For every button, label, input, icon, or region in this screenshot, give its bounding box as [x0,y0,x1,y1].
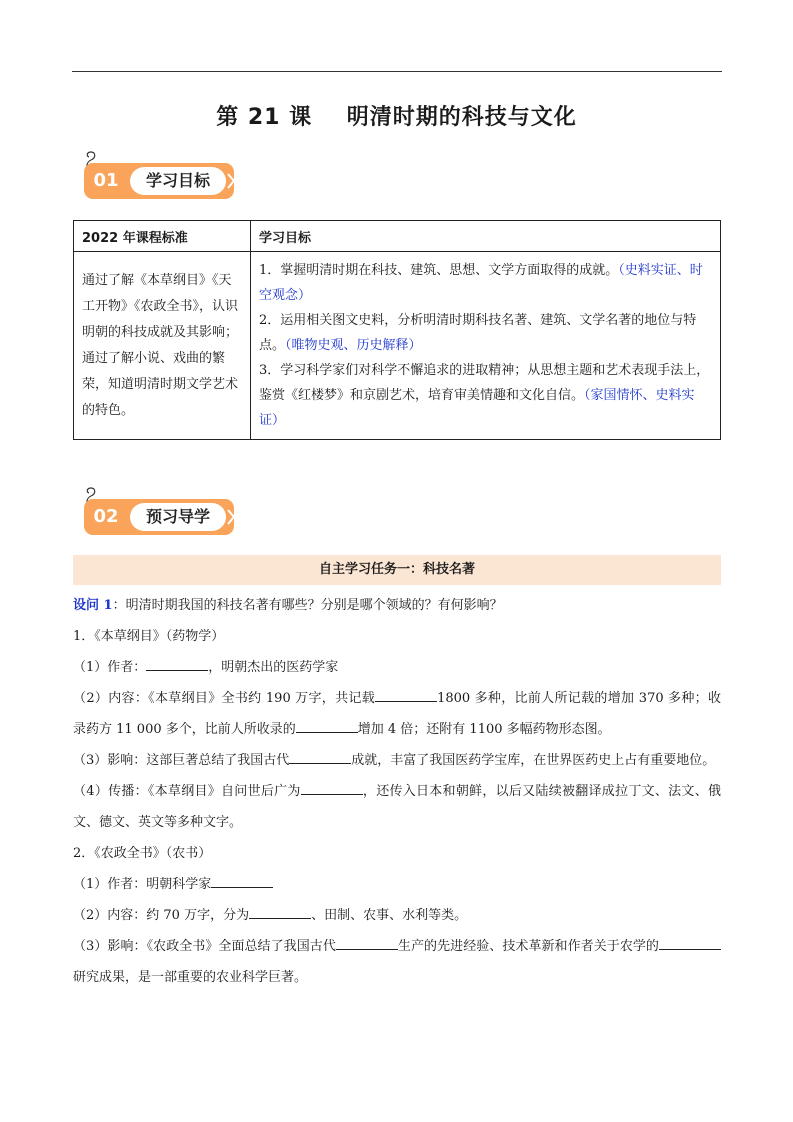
page-title: 第 21 课 明清时期的科技与文化 [216,105,577,130]
fill-blank[interactable] [296,718,358,733]
header-rule [72,71,722,72]
goals-table [73,220,721,440]
badge-number: 01 [93,170,119,191]
book2-impact: （3）影响：《农政全书》全面总结了我国古代 生产的先进经验、技术革新和作者关于农学的研究成果，是一部重要的农业科学巨著。 [73,931,721,993]
book2-heading: 2．《农政全书》（农书） [73,846,212,861]
fill-blank[interactable] [301,780,363,795]
book2-author: （1）作者：明朝科学家 [73,869,721,900]
fill-blank[interactable] [146,656,208,671]
book1-heading: 1．《本草纲目》（药物学） [73,629,225,644]
badge-label: 预习导学 [130,503,226,531]
section-badge-preview [78,486,258,546]
goal-item-1: 1．掌握明清时期在科技、建筑、思想、文学方面取得的成就。（史料实证、时空观念） [259,263,703,303]
table-row [74,252,721,440]
fill-blank[interactable] [375,687,437,702]
section-badge-goals [78,150,258,210]
badge-number: 02 [93,506,119,527]
badge-label: 学习目标 [130,167,226,195]
table-header-row [74,221,721,252]
book1-impact: （3）影响：这部巨著总结了我国古代 成就，丰富了我国医药学宝库，在世界医药史上占有重要地位。 [73,745,721,776]
question-label: 设问 1 [73,598,113,613]
goal-tag: （唯物史观、历史解释） [285,338,422,353]
book1-spread: （4）传播：《本草纲目》自问世后广为 ，还传入日本和朝鲜，以后又陆续被翻译成拉丁文、法文、俄文、德文、英文等多种文字。 [73,776,721,838]
fill-blank[interactable] [249,904,311,919]
goal-item-2: 2．运用相关图文史料，分析明清时期科技名著、建筑、文学名著的地位与特点。（唯物史观、历史解释） [259,313,697,353]
stripe-icon [226,172,236,190]
stripe-icon [226,508,236,526]
fill-blank[interactable] [659,935,721,950]
goal-tag: （史料实证、时空观念） [259,263,703,303]
standard-cell: 通过了解《本草纲目》《天工开物》《农政全书》，认识明朝的科技成就及其影响；通过了解小说、戏曲的繁荣，知道明清时期文学艺术的特色。 [74,252,251,440]
question: 设问 1：明清时期我国的科技名著有哪些？分别是哪个领域的？有何影响？ [73,598,503,613]
book1-content: （2）内容：《本草纲目》全书约 190 万字，共记载 1800 多种，比前人所记载的增加 370 多种；收录药方 11 000 多个，比前人所收录的 增加 4 倍；还附有 1100 多幅药物形态图。 [73,683,721,745]
fill-blank[interactable] [211,873,273,888]
book1-author: （1）作者： ，明朝杰出的医药学家 [73,652,721,683]
col-header-standard: 2022 年课程标准 [74,221,251,252]
fill-blank[interactable] [336,935,398,950]
col-header-goals: 学习目标 [251,221,721,252]
task-title-band: 自主学习任务一：科技名著 [73,555,721,585]
fill-blank[interactable] [289,749,351,764]
goal-tag: （家国情怀、史料实证） [259,388,695,428]
study-content [73,590,721,993]
book2-content: （2）内容：约 70 万字，分为 、田制、农事、水利等类。 [73,900,721,931]
goal-item-3: 3．学习科学家们对科学不懈追求的进取精神；从思想主题和艺术表现手法上，鉴赏《红楼梦》和京剧艺术，培育审美情趣和文化自信。（家国情怀、史料实证） [259,363,710,428]
goals-cell [251,252,721,440]
